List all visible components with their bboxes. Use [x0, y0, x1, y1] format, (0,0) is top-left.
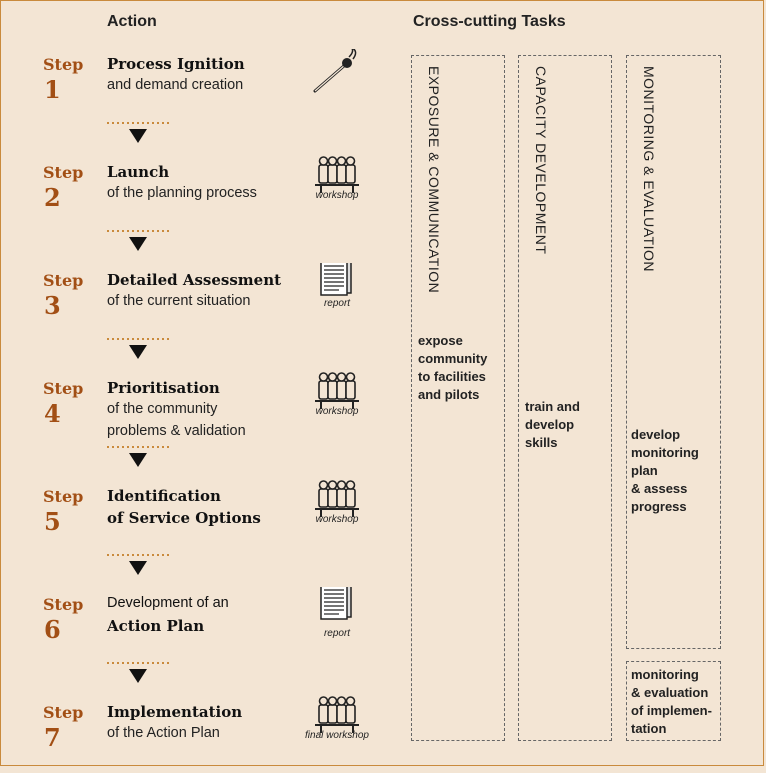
down-arrow-icon	[105, 659, 175, 689]
monitoring-implementation-box	[626, 661, 721, 741]
step-7	[1, 703, 401, 773]
action-header: Action	[107, 13, 157, 30]
column-exposure-communication	[411, 55, 505, 741]
icon-caption: workshop	[315, 190, 359, 201]
step-number: 3	[44, 291, 61, 320]
step-number: 2	[44, 183, 61, 212]
step-label: Step	[43, 163, 84, 182]
step-subtitle: Action Plan	[107, 617, 205, 635]
step-6	[1, 595, 401, 665]
icon-caption: workshop	[315, 406, 359, 417]
column-title: EXPOSURE & COMMUNICATION	[426, 66, 442, 294]
column-capacity-development	[518, 55, 612, 741]
step-title: Prioritisation	[107, 379, 220, 397]
column-monitoring-evaluation	[626, 55, 721, 649]
step-subtitle: of the community	[107, 401, 218, 417]
column-title: CAPACITY DEVELOPMENT	[533, 66, 549, 255]
step-4	[1, 379, 401, 449]
step-title: Development of an	[107, 595, 229, 611]
step-subtitle: of the current situation	[107, 293, 251, 309]
step-number: 4	[44, 399, 61, 428]
icon-caption: workshop	[315, 514, 359, 525]
step-title: Launch	[107, 163, 170, 181]
down-arrow-icon	[105, 227, 175, 257]
step-1	[1, 55, 401, 125]
step-title: Detailed Assessment	[107, 271, 282, 289]
step-5	[1, 487, 401, 557]
step-subtitle: of the Action Plan	[107, 725, 220, 741]
column-text: develop monitoring plan & assess progress	[631, 427, 699, 514]
step-subtitle: of Service Options	[107, 509, 261, 527]
step-label: Step	[43, 703, 84, 722]
column-title: MONITORING & EVALUATION	[641, 66, 657, 272]
step-number: 5	[44, 507, 61, 536]
matches-icon	[309, 49, 365, 99]
step-subtitle-2: problems & validation	[107, 423, 246, 439]
step-2	[1, 163, 401, 233]
icon-caption: report	[323, 298, 351, 309]
step-label: Step	[43, 379, 84, 398]
column-text: train and develop skills	[525, 399, 580, 450]
step-label: Step	[43, 595, 84, 614]
down-arrow-icon	[105, 443, 175, 473]
down-arrow-icon	[105, 335, 175, 365]
icon-caption: final workshop	[305, 730, 369, 741]
down-arrow-icon	[105, 119, 175, 149]
step-number: 6	[44, 615, 61, 644]
column-text: expose community to facilities and pilots	[418, 333, 488, 402]
step-number: 1	[44, 75, 61, 104]
step-title: Process Ignition	[107, 55, 245, 73]
down-arrow-icon	[105, 551, 175, 581]
step-number: 7	[44, 723, 61, 752]
step-title: Identification	[107, 487, 221, 505]
step-label: Step	[43, 487, 84, 506]
step-label: Step	[43, 55, 84, 74]
box-text: monitoring & evaluation of implemen- tation	[631, 667, 712, 736]
icon-caption: report	[323, 628, 351, 639]
step-subtitle: and demand creation	[107, 77, 244, 93]
step-3	[1, 271, 401, 341]
step-subtitle: of the planning process	[107, 185, 257, 201]
step-title: Implementation	[107, 703, 243, 721]
step-label: Step	[43, 271, 84, 290]
crosscutting-header: Cross-cutting Tasks	[413, 13, 566, 30]
